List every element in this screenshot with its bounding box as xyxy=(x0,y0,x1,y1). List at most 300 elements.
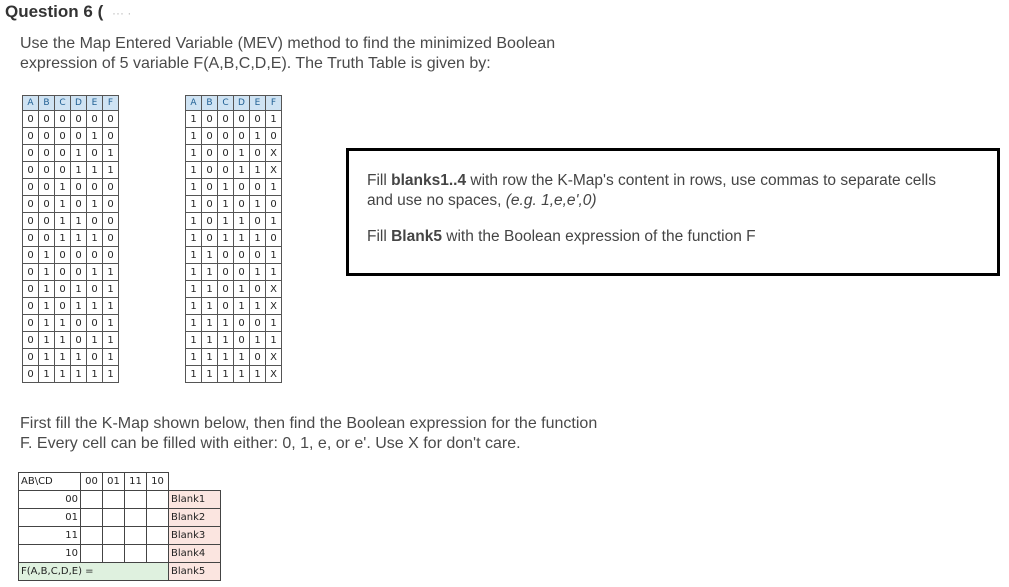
truth-table-cell: 1 xyxy=(71,213,87,230)
truth-table-cell: 0 xyxy=(55,281,71,298)
truth-table-cell: 0 xyxy=(39,213,55,230)
truth-table-row xyxy=(23,230,119,247)
truth-table-cell: 0 xyxy=(55,128,71,145)
question-title-suffix: ( xyxy=(97,2,104,21)
truth-table-cell: 0 xyxy=(55,111,71,128)
kmap-cell xyxy=(103,509,125,527)
truth-table-cell: 1 xyxy=(202,298,218,315)
truth-table-cell: 0 xyxy=(55,247,71,264)
truth-table-row xyxy=(23,196,119,213)
truth-table-cell: X xyxy=(266,162,282,179)
truth-table-left-header-f: F xyxy=(103,96,119,111)
truth-table-cell: 0 xyxy=(71,179,87,196)
truth-table-row xyxy=(23,264,119,281)
truth-table-cell: 1 xyxy=(250,264,266,281)
truth-table-cell: 0 xyxy=(71,264,87,281)
truth-table-cell: X xyxy=(266,298,282,315)
truth-table-row xyxy=(186,349,282,366)
instr1-post: with row the K-Map's content in rows, use commas to separate cells xyxy=(466,172,936,189)
truth-table-cell: 0 xyxy=(23,366,39,383)
truth-table-cell: 0 xyxy=(202,145,218,162)
truth-table-row xyxy=(186,230,282,247)
truth-table-cell: 0 xyxy=(71,247,87,264)
kmap-cell xyxy=(103,491,125,509)
truth-table-cell: 1 xyxy=(218,196,234,213)
question-title-faded: ··· · xyxy=(112,6,132,20)
truth-table-right-header-c: C xyxy=(218,96,234,111)
blank5-field[interactable]: Blank5 xyxy=(169,563,221,581)
kmap-row-label: 10 xyxy=(19,545,81,563)
truth-table-row xyxy=(186,111,282,128)
truth-table-cell: 0 xyxy=(218,145,234,162)
truth-table-cell: 1 xyxy=(218,213,234,230)
kmap-cell xyxy=(147,509,169,527)
truth-table-cell: 1 xyxy=(202,332,218,349)
truth-table-cell: 0 xyxy=(39,196,55,213)
kmap-row-label: 11 xyxy=(19,527,81,545)
truth-table-cell: 1 xyxy=(186,196,202,213)
kmap-intro-text xyxy=(20,414,660,454)
truth-table-row xyxy=(23,111,119,128)
truth-table-cell: 1 xyxy=(55,196,71,213)
instr2-example: (e.g. 1,e,e',0) xyxy=(505,192,597,209)
truth-table-cell: 1 xyxy=(39,332,55,349)
truth-table-cell: 1 xyxy=(186,315,202,332)
truth-table-cell: 0 xyxy=(23,264,39,281)
truth-table-cell: 1 xyxy=(55,213,71,230)
truth-table-row xyxy=(186,298,282,315)
truth-table-cell: 1 xyxy=(250,128,266,145)
truth-table-cell: 0 xyxy=(250,145,266,162)
instr3-post: with the Boolean expression of the function F xyxy=(441,228,756,245)
truth-table-cell: 1 xyxy=(234,162,250,179)
truth-table-cell: 0 xyxy=(55,264,71,281)
kmap-cell xyxy=(147,545,169,563)
kmap-row-label: 01 xyxy=(19,509,81,527)
truth-table-cell: 1 xyxy=(103,315,119,332)
truth-table-cell: 1 xyxy=(186,281,202,298)
truth-table-row xyxy=(186,196,282,213)
truth-table-cell: 1 xyxy=(186,111,202,128)
truth-table-right-header-e: E xyxy=(250,96,266,111)
truth-table-cell: 0 xyxy=(202,162,218,179)
truth-table-row xyxy=(23,213,119,230)
truth-table-cell: 1 xyxy=(186,162,202,179)
truth-table-row xyxy=(23,349,119,366)
truth-table-cell: 1 xyxy=(218,230,234,247)
truth-table-cell: 1 xyxy=(87,230,103,247)
question-title-text: Question 6 xyxy=(5,2,93,21)
truth-table-cell: 0 xyxy=(71,196,87,213)
truth-table-cell: 1 xyxy=(186,349,202,366)
truth-table-right-header xyxy=(186,96,282,111)
kmap-row-10 xyxy=(19,545,221,563)
truth-table-cell: 1 xyxy=(39,264,55,281)
truth-table-cell: 1 xyxy=(202,366,218,383)
truth-table-cell: 1 xyxy=(250,230,266,247)
kmap-cell xyxy=(81,509,103,527)
truth-table-cell: 0 xyxy=(202,230,218,247)
kmap-cell xyxy=(103,545,125,563)
truth-table-right-header-d: D xyxy=(234,96,250,111)
truth-table-cell: 1 xyxy=(103,332,119,349)
truth-table-cell: 1 xyxy=(87,298,103,315)
truth-table-cell: 1 xyxy=(266,332,282,349)
truth-table-cell: 0 xyxy=(39,128,55,145)
truth-table-cell: 0 xyxy=(55,162,71,179)
truth-table-cell: 0 xyxy=(218,111,234,128)
truth-table-cell: 1 xyxy=(103,281,119,298)
truth-table-cell: 0 xyxy=(55,298,71,315)
truth-table-cell: 0 xyxy=(23,247,39,264)
intro-line-2: expression of 5 variable F(A,B,C,D,E). The Truth Table is given by: xyxy=(20,55,491,72)
truth-table-row xyxy=(186,179,282,196)
kmap-intro-line-1: First fill the K-Map shown below, then find the Boolean expression for the function xyxy=(20,415,598,432)
truth-table-cell: 1 xyxy=(202,281,218,298)
truth-table-cell: 1 xyxy=(202,264,218,281)
truth-table-cell: 0 xyxy=(23,196,39,213)
truth-table-cell: 1 xyxy=(234,145,250,162)
instr3-pre: Fill xyxy=(367,228,392,245)
truth-table-cell: 1 xyxy=(250,332,266,349)
truth-table-right-header-a: A xyxy=(186,96,202,111)
truth-table-cell: 0 xyxy=(234,332,250,349)
truth-table-cell: 0 xyxy=(87,281,103,298)
truth-table-cell: 0 xyxy=(103,213,119,230)
kmap-cell xyxy=(81,527,103,545)
kmap-header-spacer xyxy=(169,473,221,491)
truth-table-cell: 0 xyxy=(71,332,87,349)
truth-table-row xyxy=(23,247,119,264)
truth-table-cell: 1 xyxy=(266,111,282,128)
truth-table-cell: 0 xyxy=(202,128,218,145)
truth-table-row xyxy=(186,264,282,281)
truth-table-cell: 0 xyxy=(103,230,119,247)
truth-table-cell: 0 xyxy=(250,247,266,264)
truth-table-cell: 0 xyxy=(39,162,55,179)
truth-table-cell: 1 xyxy=(39,315,55,332)
truth-table-cell: 1 xyxy=(218,332,234,349)
truth-table-cell: 1 xyxy=(234,349,250,366)
truth-table-cell: 1 xyxy=(234,281,250,298)
truth-table-cell: 1 xyxy=(71,349,87,366)
truth-table-cell: 0 xyxy=(250,281,266,298)
truth-table-cell: 1 xyxy=(103,162,119,179)
truth-table-cell: 0 xyxy=(87,145,103,162)
truth-table-right-header-f: F xyxy=(266,96,282,111)
truth-table-cell: 1 xyxy=(186,230,202,247)
kmap-cell xyxy=(125,527,147,545)
truth-table-cell: 0 xyxy=(87,111,103,128)
truth-table-cell: 1 xyxy=(186,247,202,264)
truth-table-cell: 1 xyxy=(186,264,202,281)
truth-table-cell: 0 xyxy=(103,247,119,264)
truth-table-cell: 1 xyxy=(186,213,202,230)
truth-table-cell: 1 xyxy=(103,366,119,383)
truth-table-row xyxy=(186,247,282,264)
truth-table-cell: X xyxy=(266,145,282,162)
truth-table-cell: 1 xyxy=(186,366,202,383)
truth-table-cell: 1 xyxy=(55,366,71,383)
truth-table-row xyxy=(23,332,119,349)
truth-table-cell: 1 xyxy=(87,332,103,349)
truth-table-cell: 0 xyxy=(87,179,103,196)
blank3-field[interactable]: Blank3 xyxy=(169,527,221,545)
truth-table-cell: 0 xyxy=(23,111,39,128)
truth-table-cell: 0 xyxy=(39,179,55,196)
truth-table-cell: 0 xyxy=(266,230,282,247)
truth-table-left-header xyxy=(23,96,119,111)
truth-table-cell: 1 xyxy=(71,366,87,383)
truth-table-cell: 0 xyxy=(202,111,218,128)
truth-table-cell: 0 xyxy=(23,281,39,298)
truth-table-cell: 0 xyxy=(23,128,39,145)
blank4-field[interactable]: Blank4 xyxy=(169,545,221,563)
kmap-row-label: 00 xyxy=(19,491,81,509)
truth-table-cell: 1 xyxy=(55,315,71,332)
truth-table-cell: 1 xyxy=(71,281,87,298)
truth-table-cell: 1 xyxy=(250,196,266,213)
truth-table-row xyxy=(186,332,282,349)
truth-table-cell: 1 xyxy=(218,315,234,332)
truth-table-cell: 0 xyxy=(202,179,218,196)
truth-table-cell: 0 xyxy=(55,145,71,162)
truth-table-cell: 1 xyxy=(202,247,218,264)
truth-table-cell: 1 xyxy=(234,298,250,315)
instr1-pre: Fill xyxy=(367,172,392,189)
instruction-blanks-1-4 xyxy=(367,171,979,211)
truth-table-cell: 0 xyxy=(23,332,39,349)
truth-table-row xyxy=(23,315,119,332)
truth-table-cell: 0 xyxy=(87,315,103,332)
truth-table-left-header-d: D xyxy=(71,96,87,111)
kmap-corner-label: AB\CD xyxy=(19,473,81,491)
truth-table-cell: 1 xyxy=(39,247,55,264)
intro-line-1: Use the Map Entered Variable (MEV) method to find the minimized Boolean xyxy=(20,35,556,52)
instruction-blank-5 xyxy=(367,227,979,247)
truth-table-cell: 0 xyxy=(23,349,39,366)
instr3-bold: Blank5 xyxy=(391,228,442,245)
truth-table-cell: X xyxy=(266,349,282,366)
kmap-cell xyxy=(147,491,169,509)
truth-table-cell: 1 xyxy=(186,179,202,196)
kmap-cell xyxy=(81,491,103,509)
truth-table-cell: 1 xyxy=(186,332,202,349)
truth-table-cell: 0 xyxy=(218,298,234,315)
truth-table-row xyxy=(186,366,282,383)
truth-table-cell: 0 xyxy=(218,128,234,145)
truth-table-cell: 1 xyxy=(266,179,282,196)
truth-table-row xyxy=(23,179,119,196)
truth-table-cell: 0 xyxy=(218,162,234,179)
instructions-box xyxy=(346,148,1000,276)
truth-table-row xyxy=(186,145,282,162)
truth-table-cell: 1 xyxy=(250,298,266,315)
kmap-function-row xyxy=(19,563,221,581)
truth-table-cell: 0 xyxy=(87,349,103,366)
truth-table-cell: 0 xyxy=(266,196,282,213)
truth-table-cell: 0 xyxy=(103,128,119,145)
truth-table-row xyxy=(186,162,282,179)
truth-table-cell: 0 xyxy=(71,128,87,145)
truth-table-row xyxy=(186,213,282,230)
truth-table-row xyxy=(23,298,119,315)
kmap-row-00 xyxy=(19,491,221,509)
truth-table-cell: 0 xyxy=(234,179,250,196)
truth-table-cell: 1 xyxy=(71,230,87,247)
truth-table-cell: 0 xyxy=(23,315,39,332)
truth-table-cell: 0 xyxy=(250,213,266,230)
instr2-pre: and use no spaces, xyxy=(367,192,506,209)
truth-table-right xyxy=(185,95,282,383)
truth-table-cell: 1 xyxy=(202,349,218,366)
truth-table-cell: 1 xyxy=(234,366,250,383)
truth-table-cell: 1 xyxy=(103,264,119,281)
kmap-col-11: 11 xyxy=(125,473,147,491)
truth-table-cell: 0 xyxy=(23,179,39,196)
truth-table-cell: 1 xyxy=(87,128,103,145)
truth-table-cell: 0 xyxy=(234,247,250,264)
truth-table-row xyxy=(23,162,119,179)
intro-text xyxy=(20,34,620,74)
truth-table-left-header-b: B xyxy=(39,96,55,111)
truth-table-cell: 1 xyxy=(218,366,234,383)
truth-table-cell: 0 xyxy=(234,111,250,128)
truth-table-cell: 0 xyxy=(103,196,119,213)
truth-table-cell: 1 xyxy=(103,349,119,366)
truth-table-cell: 1 xyxy=(55,179,71,196)
truth-table-cell: 0 xyxy=(266,128,282,145)
truth-table-cell: 1 xyxy=(266,264,282,281)
kmap-col-10: 10 xyxy=(147,473,169,491)
kmap-header-row xyxy=(19,473,221,491)
kmap-table xyxy=(18,472,221,581)
truth-table-cell: 1 xyxy=(103,145,119,162)
truth-table-cell: 0 xyxy=(23,230,39,247)
truth-table-cell: 1 xyxy=(39,366,55,383)
truth-table-cell: 0 xyxy=(23,145,39,162)
truth-table-row xyxy=(23,281,119,298)
question-title xyxy=(5,2,131,22)
truth-table-row xyxy=(186,128,282,145)
truth-table-cell: 1 xyxy=(266,315,282,332)
truth-table-row xyxy=(23,145,119,162)
truth-table-cell: 0 xyxy=(103,111,119,128)
truth-table-cell: 1 xyxy=(218,349,234,366)
truth-table-left-header-c: C xyxy=(55,96,71,111)
truth-table-cell: 1 xyxy=(234,213,250,230)
kmap-col-01: 01 xyxy=(103,473,125,491)
kmap-cell xyxy=(125,545,147,563)
truth-table-cell: 1 xyxy=(39,349,55,366)
truth-table-cell: 0 xyxy=(87,247,103,264)
truth-table-cell: 1 xyxy=(186,145,202,162)
truth-table-right-header-b: B xyxy=(202,96,218,111)
truth-table-cell: 1 xyxy=(55,349,71,366)
kmap-cell xyxy=(147,527,169,545)
truth-table-cell: 1 xyxy=(55,230,71,247)
truth-table-cell: 0 xyxy=(23,162,39,179)
truth-table-cell: X xyxy=(266,366,282,383)
truth-table-cell: 1 xyxy=(202,315,218,332)
blank1-field[interactable]: Blank1 xyxy=(169,491,221,509)
truth-table-cell: 0 xyxy=(23,298,39,315)
truth-table-row xyxy=(23,128,119,145)
truth-table-cell: 1 xyxy=(186,128,202,145)
truth-table-cell: 0 xyxy=(87,213,103,230)
truth-table-cell: 1 xyxy=(250,162,266,179)
truth-table-cell: 0 xyxy=(218,247,234,264)
truth-table-cell: 1 xyxy=(186,298,202,315)
truth-table-cell: 0 xyxy=(71,111,87,128)
kmap-cell xyxy=(81,545,103,563)
truth-table-cell: 1 xyxy=(234,230,250,247)
truth-table-cell: 0 xyxy=(202,196,218,213)
truth-table-cell: 0 xyxy=(103,179,119,196)
truth-table-row xyxy=(186,315,282,332)
truth-table-left xyxy=(22,95,119,383)
truth-table-cell: 0 xyxy=(250,111,266,128)
blank2-field[interactable]: Blank2 xyxy=(169,509,221,527)
kmap-function-label: F(A,B,C,D,E) = xyxy=(19,563,169,581)
truth-table-cell: 1 xyxy=(218,179,234,196)
kmap-row-01 xyxy=(19,509,221,527)
truth-table-cell: 1 xyxy=(71,145,87,162)
truth-table-row xyxy=(186,281,282,298)
truth-table-cell: 1 xyxy=(39,281,55,298)
truth-table-cell: 1 xyxy=(87,366,103,383)
truth-table-cell: 1 xyxy=(71,298,87,315)
truth-table-cell: 0 xyxy=(234,128,250,145)
instr1-bold: blanks1..4 xyxy=(391,172,467,189)
truth-table-cell: 1 xyxy=(87,196,103,213)
kmap-cell xyxy=(125,491,147,509)
truth-table-cell: 1 xyxy=(266,247,282,264)
kmap-col-00: 00 xyxy=(81,473,103,491)
truth-table-cell: 0 xyxy=(39,230,55,247)
truth-table-cell: 0 xyxy=(250,349,266,366)
truth-table-cell: 0 xyxy=(250,315,266,332)
truth-table-cell: 1 xyxy=(103,298,119,315)
truth-table-left-header-e: E xyxy=(87,96,103,111)
truth-table-cell: 0 xyxy=(218,264,234,281)
truth-table-cell: 1 xyxy=(250,366,266,383)
truth-table-cell: 0 xyxy=(39,145,55,162)
truth-table-cell: 1 xyxy=(71,162,87,179)
truth-table-row xyxy=(23,366,119,383)
truth-table-cell: 0 xyxy=(234,264,250,281)
truth-table-cell: 1 xyxy=(39,298,55,315)
kmap-cell xyxy=(103,527,125,545)
kmap-cell xyxy=(125,509,147,527)
truth-table-cell: 1 xyxy=(55,332,71,349)
truth-table-cell: 1 xyxy=(266,213,282,230)
truth-table-left-header-a: A xyxy=(23,96,39,111)
truth-table-cell: 1 xyxy=(87,162,103,179)
truth-table-cell: 0 xyxy=(250,179,266,196)
truth-table-cell: 0 xyxy=(234,315,250,332)
truth-table-cell: 0 xyxy=(202,213,218,230)
kmap-intro-line-2: F. Every cell can be filled with either: 0, 1, e, or e'. Use X for don't care. xyxy=(20,435,521,452)
truth-table-cell: 0 xyxy=(71,315,87,332)
truth-table-cell: 0 xyxy=(218,281,234,298)
truth-table-cell: 0 xyxy=(23,213,39,230)
truth-table-cell: 0 xyxy=(234,196,250,213)
truth-table-cell: X xyxy=(266,281,282,298)
kmap-row-11 xyxy=(19,527,221,545)
truth-table-cell: 1 xyxy=(87,264,103,281)
truth-table-cell: 0 xyxy=(39,111,55,128)
